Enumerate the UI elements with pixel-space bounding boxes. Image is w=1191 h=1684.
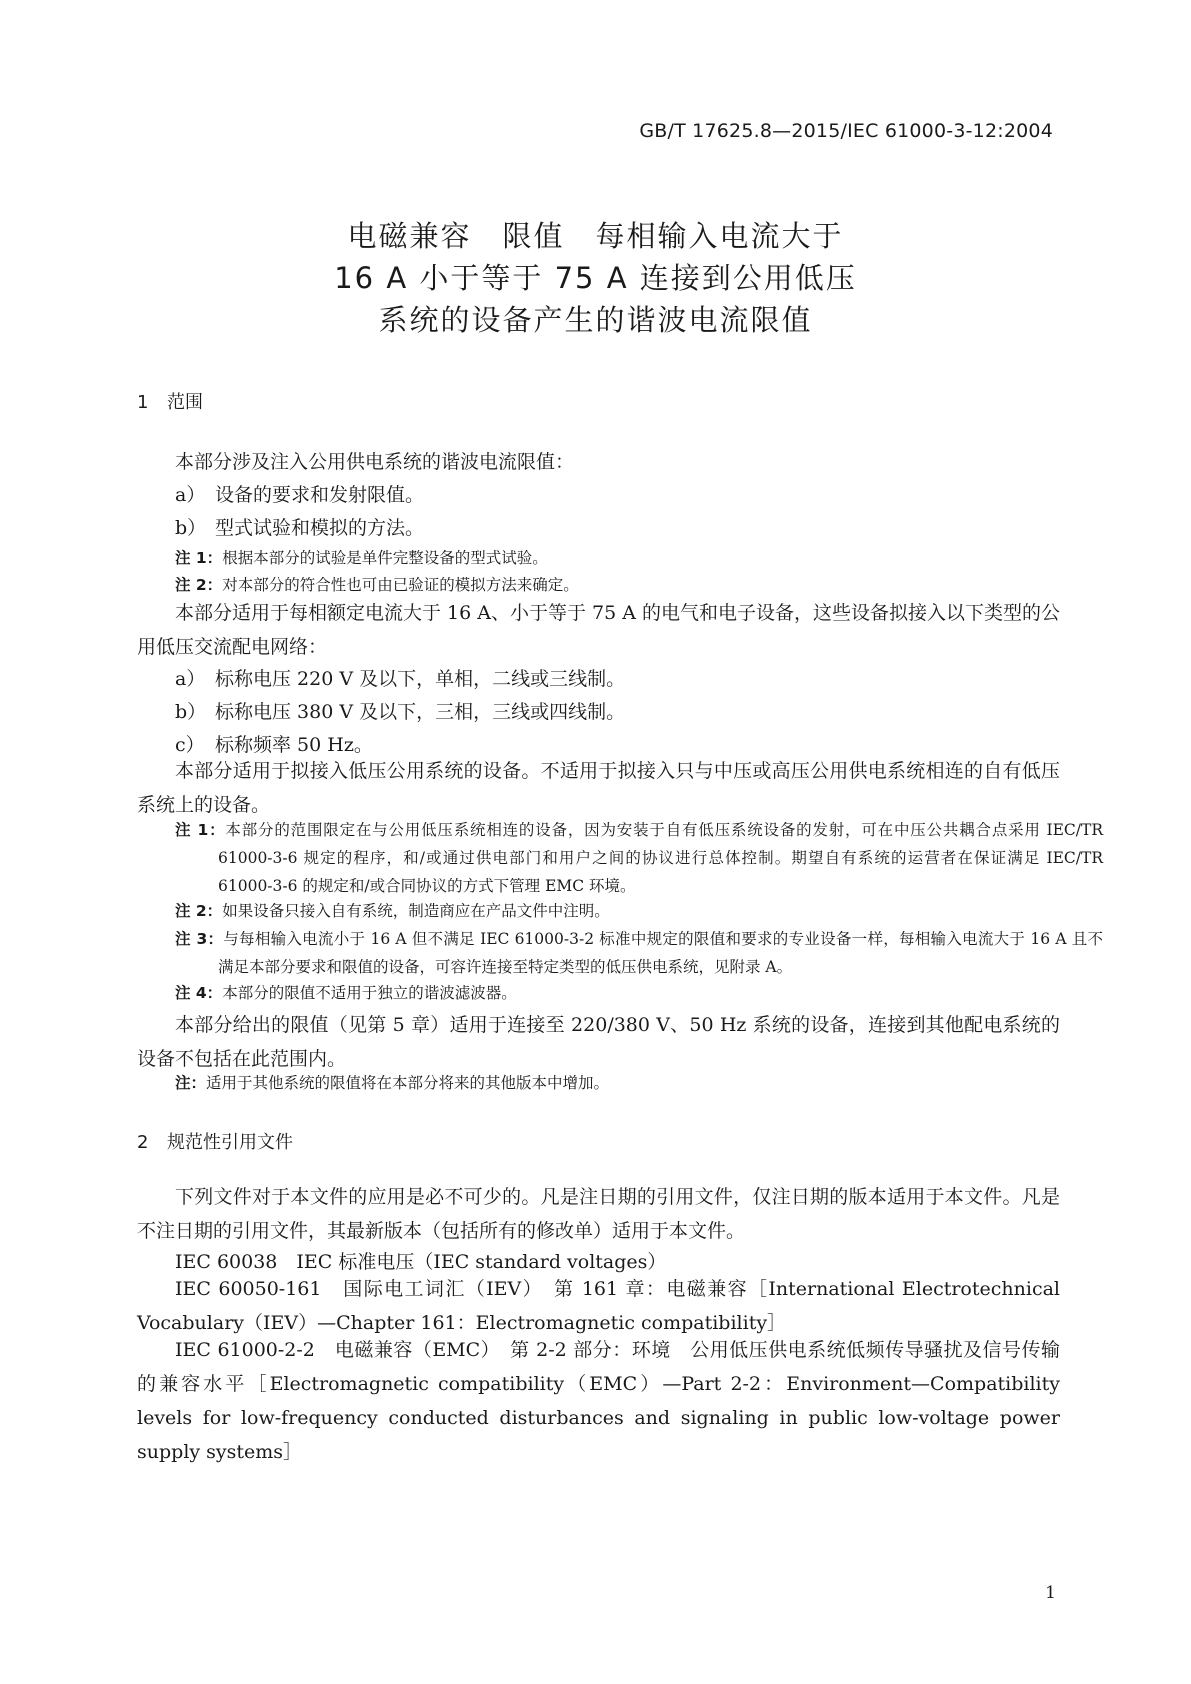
note-text: 根据本部分的试验是单件完整设备的型式试验。 xyxy=(222,549,548,567)
section-1-number: 1 xyxy=(137,392,149,413)
scope-paragraph-3: 本部分适用于拟接入低压公用系统的设备。不适用于拟接入只与中压或高压公用供电系统相连的自有低压系统上的设备。 xyxy=(137,760,1060,816)
reference-item: IEC 60050-161 国际电工词汇（IEV） 第 161 章：电磁兼容［International Electrotechnical Vocabulary（IEV）—Chapter 161：Electromagnetic compatibility］ xyxy=(137,1278,1060,1334)
note-item xyxy=(175,979,1103,1007)
note-2 xyxy=(175,573,579,595)
note-label: 注 4： xyxy=(175,984,223,1002)
title-line-2: 16 A 小于等于 75 A 连接到公用低压 xyxy=(334,261,857,295)
list-marker: c） xyxy=(175,734,205,756)
note-text: 本部分的范围限定在与公用低压系统相连的设备，因为安装于自有低压系统设备的发射，可在中压公共耦合点采用 IEC/TR 61000-3-6 规定的程序，和/或通过供电部门和用户之间的协议进行总体控制。期望自有系统的运营者在保证满足 IEC/TR 61000-3-6 的规定和/或合同协议的方式下管理 EMC 环境。 xyxy=(218,821,1103,895)
list-marker: a） xyxy=(175,668,206,690)
list-text: 设备的要求和发射限值。 xyxy=(215,484,425,506)
note-item xyxy=(175,925,1103,981)
scope-paragraph-2: 本部分适用于每相额定电流大于 16 A、小于等于 75 A 的电气和电子设备，这些设备拟接入以下类型的公用低压交流配电网络： xyxy=(137,602,1060,658)
note-text: 本部分的限值不适用于独立的谐波滤波器。 xyxy=(222,984,517,1002)
list-item xyxy=(175,730,373,757)
list-marker: b） xyxy=(175,517,207,539)
note-item xyxy=(175,816,1103,900)
note-item xyxy=(175,897,1103,925)
list-text: 标称频率 50 Hz。 xyxy=(215,734,373,756)
note-text: 如果设备只接入自有系统，制造商应在产品文件中注明。 xyxy=(222,902,610,920)
section-2-heading xyxy=(137,1128,293,1154)
title-line-1: 电磁兼容 限值 每相输入电流大于 xyxy=(347,219,844,253)
standard-header: GB/T 17625.8—2015/IEC 61000-3-12:2004 xyxy=(639,120,1053,142)
scope-paragraph-4: 本部分给出的限值（见第 5 章）适用于连接至 220/380 V、50 Hz 系统的设备，连接到其他配电系统的设备不包括在此范围内。 xyxy=(137,1014,1060,1070)
list-item xyxy=(175,513,424,540)
scope-paragraph-1: 本部分涉及注入公用供电系统的谐波电流限值： xyxy=(175,451,575,473)
title-line-3: 系统的设备产生的谐波电流限值 xyxy=(378,303,813,337)
list-item xyxy=(175,664,625,691)
note-label: 注： xyxy=(175,1074,207,1092)
note-label: 注 2： xyxy=(175,576,223,594)
note-label: 注 1： xyxy=(175,821,226,839)
note-label: 注 2： xyxy=(175,902,223,920)
section-1-heading xyxy=(137,388,203,414)
note-text: 对本部分的符合性也可由已验证的模拟方法来确定。 xyxy=(222,576,579,594)
page-number: 1 xyxy=(1045,1583,1056,1603)
reference-item: IEC 60038 IEC 标准电压（IEC standard voltages） xyxy=(175,1251,667,1273)
note-text: 适用于其他系统的限值将在本部分将来的其他版本中增加。 xyxy=(206,1074,610,1092)
note-final xyxy=(175,1071,609,1093)
section-2-number: 2 xyxy=(137,1132,149,1153)
section-2-title: 规范性引用文件 xyxy=(167,1132,293,1153)
list-marker: a） xyxy=(175,484,206,506)
note-label: 注 3： xyxy=(175,930,224,948)
section-1-title: 范围 xyxy=(167,392,203,413)
references-paragraph: 下列文件对于本文件的应用是必不可少的。凡是注日期的引用文件，仅注日期的版本适用于本文件。凡是不注日期的引用文件，其最新版本（包括所有的修改单）适用于本文件。 xyxy=(137,1186,1060,1242)
list-text: 型式试验和模拟的方法。 xyxy=(215,517,425,539)
list-item xyxy=(175,480,424,507)
list-text: 标称电压 220 V 及以下，单相，二线或三线制。 xyxy=(215,668,626,690)
list-item xyxy=(175,697,625,724)
note-1 xyxy=(175,546,548,568)
list-text: 标称电压 380 V 及以下，三相，三线或四线制。 xyxy=(215,701,626,723)
reference-item: IEC 61000-2-2 电磁兼容（EMC） 第 2-2 部分：环境 公用低压供电系统低频传导骚扰及信号传输的兼容水平［Electromagnetic compatibility（EMC）—Part 2-2：Environment—Compatibility levels for low-frequency conducted disturbances and signaling in public low-voltage power supply systems］ xyxy=(137,1339,1060,1463)
note-label: 注 1： xyxy=(175,549,223,567)
list-marker: b） xyxy=(175,701,207,723)
note-text: 与每相输入电流小于 16 A 但不满足 IEC 61000-3-2 标准中规定的限值和要求的专业设备一样，每相输入电流大于 16 A 且不满足本部分要求和限值的设备，可容许连接至特定类型的低压供电系统，见附录 A。 xyxy=(218,930,1103,976)
